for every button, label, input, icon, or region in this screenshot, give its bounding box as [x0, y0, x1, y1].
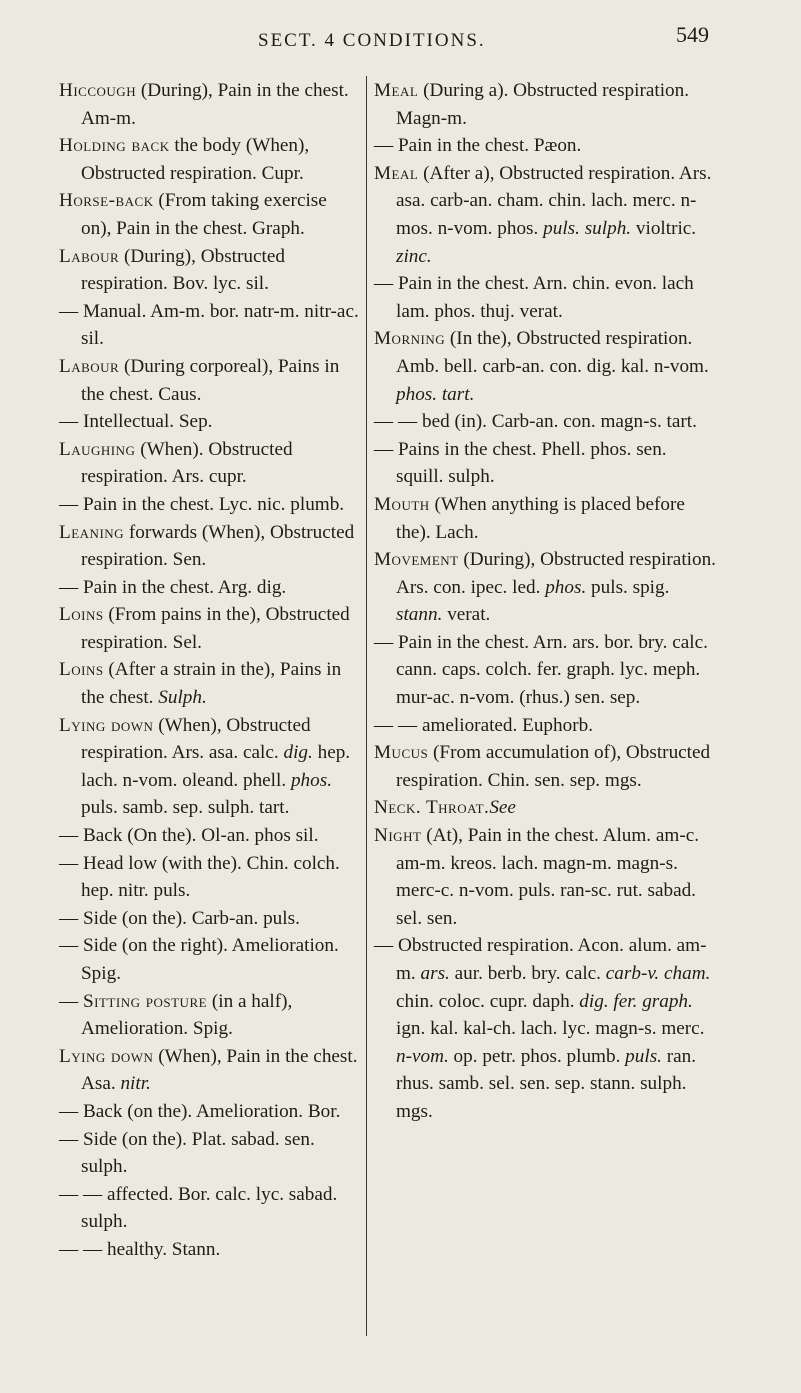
right-column	[374, 77, 718, 1126]
entry-text: (From taking exercise on), Pain in the chest. Graph.	[81, 190, 327, 239]
entry-text: — — healthy. Stann.	[59, 1238, 221, 1260]
entry-text: — Side (on the). Carb-an. puls.	[59, 907, 300, 929]
entry-heading: Mucus	[374, 742, 429, 764]
entry-text: — — bed (in). Carb-an. con. magn-s. tart.	[374, 411, 697, 433]
index-entry	[59, 574, 359, 602]
entry-text: (After a strain in the), Pains in the chest.	[81, 659, 342, 709]
index-entry	[374, 77, 718, 132]
index-entry	[59, 1236, 359, 1264]
entry-text: (When). Obstructed respiration. Ars. cupr.	[81, 438, 293, 488]
entry-small-caps: Throat.	[425, 797, 490, 819]
index-entry	[59, 850, 359, 905]
entry-heading: Lying down	[59, 1045, 154, 1067]
index-entry	[59, 491, 359, 519]
index-entry	[374, 629, 718, 712]
entry-heading: Lying down	[59, 714, 154, 736]
entry-text: — Pain in the chest. Lyc. nic. plumb.	[59, 493, 345, 515]
entry-text: (During a). Obstructed respiration. Magn-m.	[396, 80, 690, 129]
index-entry	[59, 436, 359, 491]
index-entry	[59, 408, 359, 436]
entry-text: — Pains in the chest. Phell. phos. sen. squill. sulph.	[374, 438, 667, 488]
entry-text: — Intellectual. Sep.	[59, 411, 213, 433]
entry-italic-remedy: zinc.	[396, 245, 432, 267]
entry-italic-remedy: See	[489, 797, 516, 819]
entry-heading: Meal	[374, 162, 419, 184]
entry-italic-remedy: dig. fer. graph.	[579, 990, 693, 1012]
index-entry	[374, 712, 718, 740]
index-entry	[374, 325, 718, 408]
index-entry	[374, 822, 718, 932]
entry-text: verat.	[442, 604, 491, 626]
entry-text: — Obstructed respiration. Acon. alum. am-m.	[374, 935, 707, 984]
index-entry	[374, 546, 718, 629]
index-entry	[59, 712, 359, 822]
entry-text: — Pain in the chest. Arn. ars. bor. bry. calc. cann. caps. colch. fer. graph. lyc. meph. mur-ac. n-vom. (rhus.) sen. sep.	[374, 631, 708, 709]
entry-text: — Manual. Am-m. bor. natr-m. nitr-ac. sil.	[59, 300, 359, 350]
entry-heading: Loins	[59, 659, 104, 681]
index-entry	[374, 491, 718, 546]
index-entry	[59, 656, 359, 711]
entry-text: (During), Pain in the chest. Am-m.	[81, 80, 349, 129]
page-number: 549	[676, 22, 709, 47]
entry-text: op. petr. phos. plumb.	[448, 1045, 626, 1067]
entry-text: chin. coloc. cupr. daph.	[396, 990, 580, 1012]
entry-text: ran. rhus. samb. sel. sen. sep. stann. sulph. mgs.	[396, 1045, 697, 1122]
entry-text: — Head low (with the). Chin. colch. hep. nitr. puls.	[59, 852, 340, 902]
entry-italic-remedy: Sulph.	[158, 687, 207, 709]
entry-text: — — affected. Bor. calc. lyc. sabad. sulph.	[59, 1183, 338, 1233]
entry-text: — Side (on the). Plat. sabad. sen. sulph.	[59, 1128, 315, 1178]
entry-italic-remedy: ars.	[420, 963, 450, 984]
entry-heading: Horse-back	[59, 190, 154, 212]
entry-text: — Back (on the). Amelioration. Bor.	[59, 1100, 341, 1122]
entry-text: (At), Pain in the chest. Alum. am-c. am-m. kreos. lach. magn-m. magn-s. merc-c. n-vom. puls. ran-sc. rut. sabad. sel. sen.	[396, 825, 700, 929]
entry-heading: Mouth	[374, 493, 430, 515]
index-entry	[59, 298, 359, 353]
entry-text: aur. berb. bry. calc.	[449, 963, 606, 984]
entry-text: —	[59, 990, 83, 1012]
entry-text: forwards (When), Obstructed respiration. Sen.	[81, 521, 355, 571]
left-column	[59, 77, 359, 1264]
index-entry	[59, 353, 359, 408]
entry-heading: Night	[374, 825, 422, 847]
entry-italic-remedy: dig.	[283, 742, 313, 764]
running-title: SECT. 4 CONDITIONS.	[258, 30, 486, 51]
entry-heading: Hiccough	[59, 80, 137, 101]
entry-italic-remedy: phos.	[290, 769, 332, 791]
entry-text: — Side (on the right). Amelioration. Spig.	[59, 935, 339, 984]
index-entry	[59, 905, 359, 933]
entry-text: — Back (On the). Ol-an. phos sil.	[59, 825, 319, 847]
entry-text: (When), Pain in the chest. Asa.	[81, 1045, 358, 1095]
entry-text: puls. samb. sep. sulph. tart.	[81, 797, 290, 819]
entry-text: (From accumulation of), Obstructed respiration. Chin. sen. sep. mgs.	[396, 742, 711, 791]
entry-italic-remedy: stann.	[396, 604, 443, 626]
entry-heading: Morning	[374, 328, 446, 350]
index-entry	[59, 519, 359, 574]
index-entry	[374, 270, 718, 325]
index-entry	[374, 932, 718, 1125]
entry-heading: Meal	[374, 80, 419, 101]
entry-heading: Neck.	[374, 797, 422, 819]
index-entry	[59, 988, 359, 1043]
index-entry	[59, 77, 359, 132]
index-entry	[374, 739, 718, 794]
entry-text: (During), Obstructed respiration. Bov. lyc. sil.	[81, 245, 285, 295]
entry-italic-remedy: carb-v. cham.	[605, 963, 711, 984]
index-entry	[374, 160, 718, 270]
index-entry	[59, 1126, 359, 1181]
entry-text: (During corporeal), Pains in the chest. Caus.	[81, 355, 340, 405]
index-entry	[59, 1098, 359, 1126]
entry-text: hep. lach. n-vom. oleand. phell.	[81, 742, 351, 791]
entry-heading: Labour	[59, 355, 120, 377]
entry-text: (In the), Obstructed respiration. Amb. bell. carb-an. con. dig. kal. n-vom.	[396, 328, 709, 377]
entry-heading: Holding back	[59, 135, 170, 157]
entry-italic-remedy: n-vom.	[396, 1045, 449, 1067]
index-entry	[59, 1043, 359, 1098]
index-entry	[59, 932, 359, 987]
entry-text: (From pains in the), Obstructed respiration. Sel.	[81, 604, 350, 653]
entry-italic-remedy: phos.	[545, 576, 587, 598]
index-entry	[59, 1181, 359, 1236]
entry-text: — Pain in the chest. Arn. chin. evon. lach lam. phos. thuj. verat.	[374, 273, 694, 322]
index-entry	[374, 408, 718, 436]
entry-text: (When anything is placed before the). Lach.	[396, 493, 685, 543]
index-entry	[59, 822, 359, 850]
entry-heading: Loins	[59, 604, 104, 626]
entry-italic-remedy: puls. sulph.	[543, 217, 632, 239]
entry-text: (After a), Obstructed respiration. Ars. asa. carb-an. cham. chin. lach. merc. n-mos. n-vom. phos.	[396, 162, 712, 239]
entry-text: (When), Obstructed respiration. Ars. asa. calc.	[81, 714, 311, 764]
entry-text: (in a half), Amelioration. Spig.	[81, 990, 293, 1040]
index-entry	[374, 436, 718, 491]
entry-heading: Labour	[59, 245, 120, 267]
entry-heading: Laughing	[59, 438, 136, 460]
index-entry	[374, 132, 718, 160]
index-entry	[59, 243, 359, 298]
index-entry	[59, 187, 359, 242]
entry-italic-remedy: puls.	[625, 1045, 662, 1067]
entry-text: ign. kal. kal-ch. lach. lyc. magn-s. merc.	[396, 1018, 705, 1040]
index-entry	[374, 794, 718, 822]
running-head	[0, 22, 801, 54]
entry-text: violtric.	[631, 217, 697, 239]
entry-text: — — ameliorated. Euphorb.	[374, 714, 593, 736]
entry-italic-remedy: nitr.	[120, 1073, 151, 1095]
entry-text: the body (When), Obstructed respiration. Cupr.	[81, 135, 310, 184]
entry-heading: Leaning	[59, 521, 125, 543]
entry-text: (During), Obstructed respiration. Ars. con. ipec. led.	[396, 549, 716, 598]
index-entry	[59, 132, 359, 187]
entry-italic-remedy: phos. tart.	[396, 383, 475, 405]
entry-text: — Pain in the chest. Pæon.	[374, 135, 582, 157]
entry-heading: Movement	[374, 549, 459, 571]
entry-small-caps: Sitting posture	[82, 990, 208, 1012]
entry-text: — Pain in the chest. Arg. dig.	[59, 576, 287, 598]
entry-text: puls. spig.	[586, 576, 670, 598]
index-entry	[59, 601, 359, 656]
column-divider	[366, 76, 367, 1336]
